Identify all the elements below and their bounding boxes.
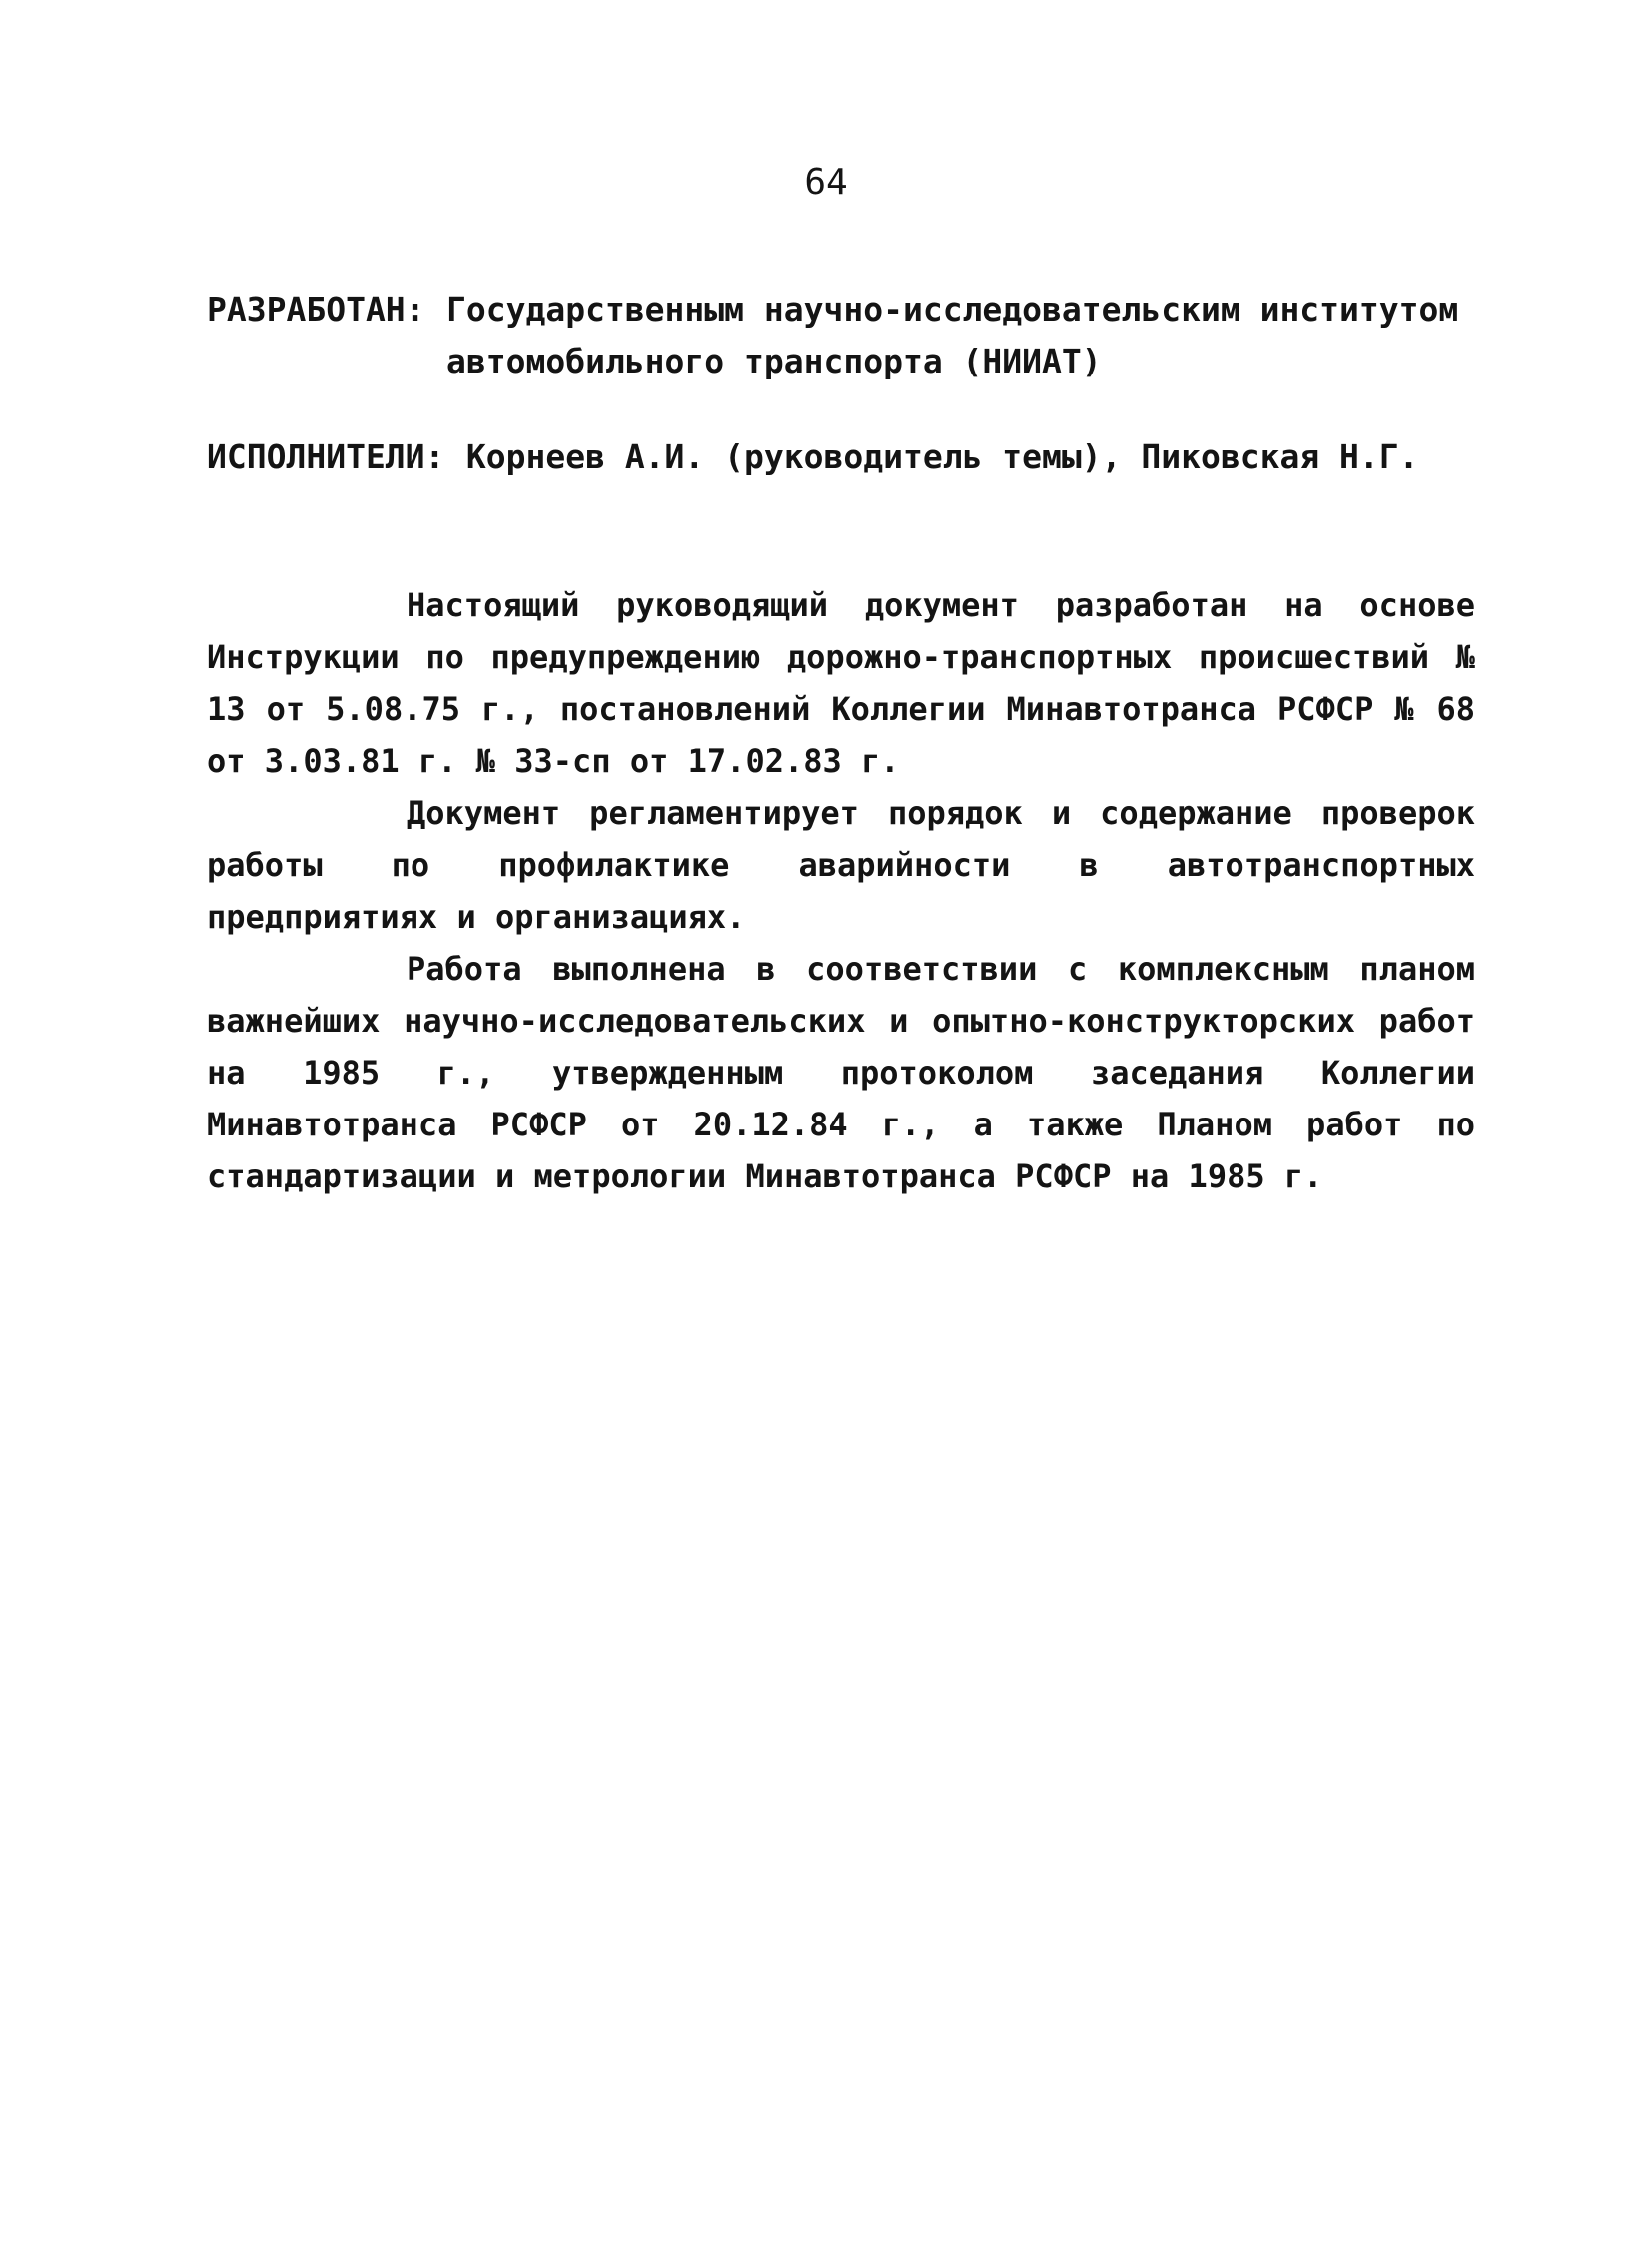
document-body bbox=[207, 579, 1475, 1202]
developer-text: Государственным научно-исследовательским институтом автомобильного транспорта (НИИАТ) bbox=[446, 290, 1459, 380]
developer-block bbox=[207, 284, 1525, 387]
page-number: 64 bbox=[804, 162, 848, 203]
executors-text: Корнеев А.И. (руководитель темы), Пиковская Н.Г. bbox=[465, 437, 1419, 476]
paragraph-regulation: Документ регламентирует порядок и содержание проверок работы по профилактике аварийности в автотранспортных предприятиях и организациях. bbox=[207, 794, 1475, 936]
executors-label: ИСПОЛНИТЕЛИ: bbox=[207, 437, 445, 476]
developer-label: РАЗРАБОТАН: bbox=[207, 290, 425, 329]
executors-block bbox=[207, 431, 1525, 483]
paragraph-basis: Настоящий руководящий документ разработан на основе Инструкции по предупреждению дорожно-транспортных происшествий № 13 от 5.08.75 г., постановлений Коллегии Минавтотранса РСФСР № 68 от 3.03.81 г. № 33-сп от 17.02.83 г. bbox=[207, 586, 1475, 780]
paragraph-plan: Работа выполнена в соответствии с комплексным планом важнейших научно-исследовательских и опытно-конструкторских работ на 1985 г., утвержденным протоколом заседания Коллегии Минавтотранса РСФСР от 20.12.84 г., а также Планом работ по стандартизации и метрологии Минавтотранса РСФСР на 1985 г. bbox=[207, 950, 1475, 1195]
